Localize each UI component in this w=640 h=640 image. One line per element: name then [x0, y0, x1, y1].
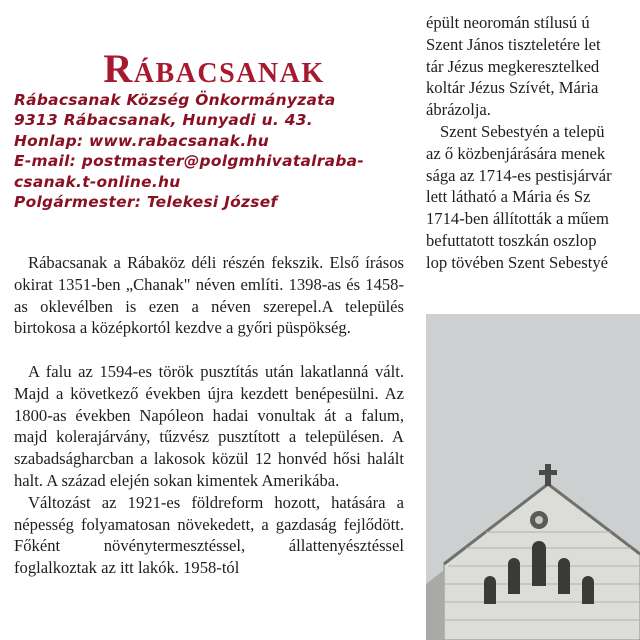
right-line: Szent Sebestyén a telepü	[440, 121, 605, 141]
right-line: lop tövében Szent Sebestyé	[426, 252, 609, 272]
main-article	[14, 252, 404, 579]
right-line: lett látható a Mária és Sz	[426, 187, 591, 207]
church-photo	[426, 314, 640, 640]
contact-info	[14, 90, 414, 212]
right-line: sága az 1714-es pestisjárvár	[426, 165, 612, 185]
email-link-continued[interactable]: csanak.t-online.hu	[14, 172, 181, 191]
right-column-text	[426, 12, 640, 274]
postal-address: 9313 Rábacsanak, Hunyadi u. 43.	[14, 111, 313, 130]
page-title: Rábacsanak	[103, 45, 325, 91]
website-link[interactable]: Honlap: www.rabacsanak.hu	[14, 131, 270, 150]
paragraph-land-reform: Változást az 1921-es földreform hozott, hatására a népesség folyamatosan növekedett, a gazdaság fejlődött. Főként növénytermesztéssel, állattenyésztéssel foglalkoztak az itt lakók. 1958-tól	[14, 492, 404, 578]
municipality-name: Rábacsanak Község Önkormányzata	[14, 91, 336, 109]
paragraph-intro: Rábacsanak a Rábaköz déli részén fekszik. Első írásos okirat 1351-ben „Chanak" néven említi. 1398-as és 1458-as oklevélben is ezen a néven szerepel.A település birtokosa a középkortól kezdve a győri püspökség.	[14, 253, 404, 338]
right-line: ábrázolja.	[426, 100, 491, 120]
email-link[interactable]: E-mail: postmaster@polgmhivatalrabа-	[14, 152, 365, 171]
paragraph-history: A falu az 1594-es török pusztítás után lakatlanná vált. Majd a következő években újra kezdett benépesülni. Az 1800-as években Napóleon hadai vonultak át a falum, majd kolerajárvány, tűzvész pusztított a településen. A szabadságharcban a lakosok közül 12 honvéd hősi halált halt. A század elején sokan kimentek Amerikába.	[14, 361, 404, 490]
rose-window-center	[535, 516, 543, 524]
right-line: befuttatott toszkán oszlop	[426, 230, 597, 250]
right-line: Szent János tiszteletére let	[426, 34, 601, 54]
church-illustration	[426, 314, 640, 640]
right-line: koltár Jézus Szívét, Mária	[426, 78, 599, 98]
mayor-name: Polgármester: Telekesi József	[14, 193, 278, 212]
cross-bar	[539, 470, 557, 475]
right-line: épült neoromán stílusú ú	[426, 13, 590, 32]
right-line: 1714-ben állították a műem	[426, 209, 609, 229]
right-line: az ő közbenjárására menek	[426, 143, 606, 163]
right-line: tár Jézus megkeresztelked	[426, 56, 600, 76]
